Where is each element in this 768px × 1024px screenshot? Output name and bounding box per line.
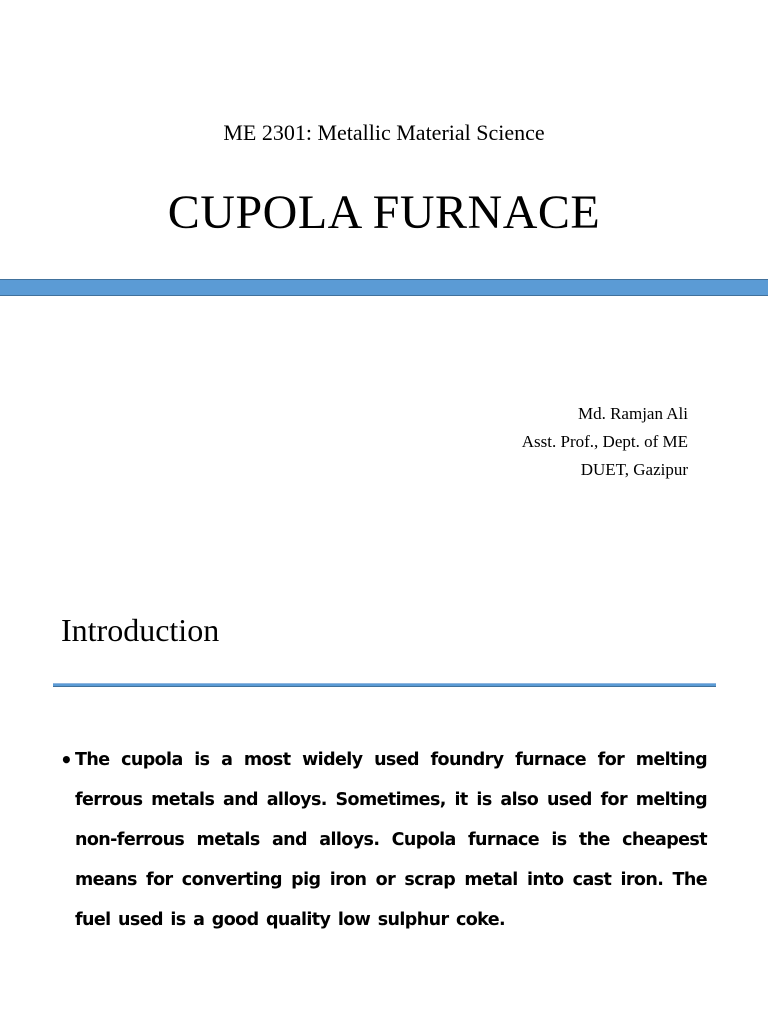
bullet-paragraph: The cupola is a most widely used foundry furnace for melting ferrous metals and alloys. Sometimes, it is also used for melting non-ferrous metals and alloys. Cupola furnace is the cheapest means for converting pig iron or scrap metal into cast iron. The fuel used is a good quality low sulphur coke. [75,750,707,930]
author-position: Asst. Prof., Dept. of ME [521,432,688,451]
heading-underline [53,683,716,687]
bullet-point-icon: • [60,748,73,772]
accent-band [0,279,768,296]
bullet-item [60,740,707,940]
author-block [522,400,688,484]
section-heading: Introduction [61,612,220,648]
author-institution: DUET, Gazipur [580,460,688,479]
author-name: Md. Ramjan Ali [577,404,688,423]
course-code-title: ME 2301: Metallic Material Science [223,120,545,145]
presentation-title: CUPOLA FURNACE [167,186,601,239]
introduction-slide [0,560,768,1024]
